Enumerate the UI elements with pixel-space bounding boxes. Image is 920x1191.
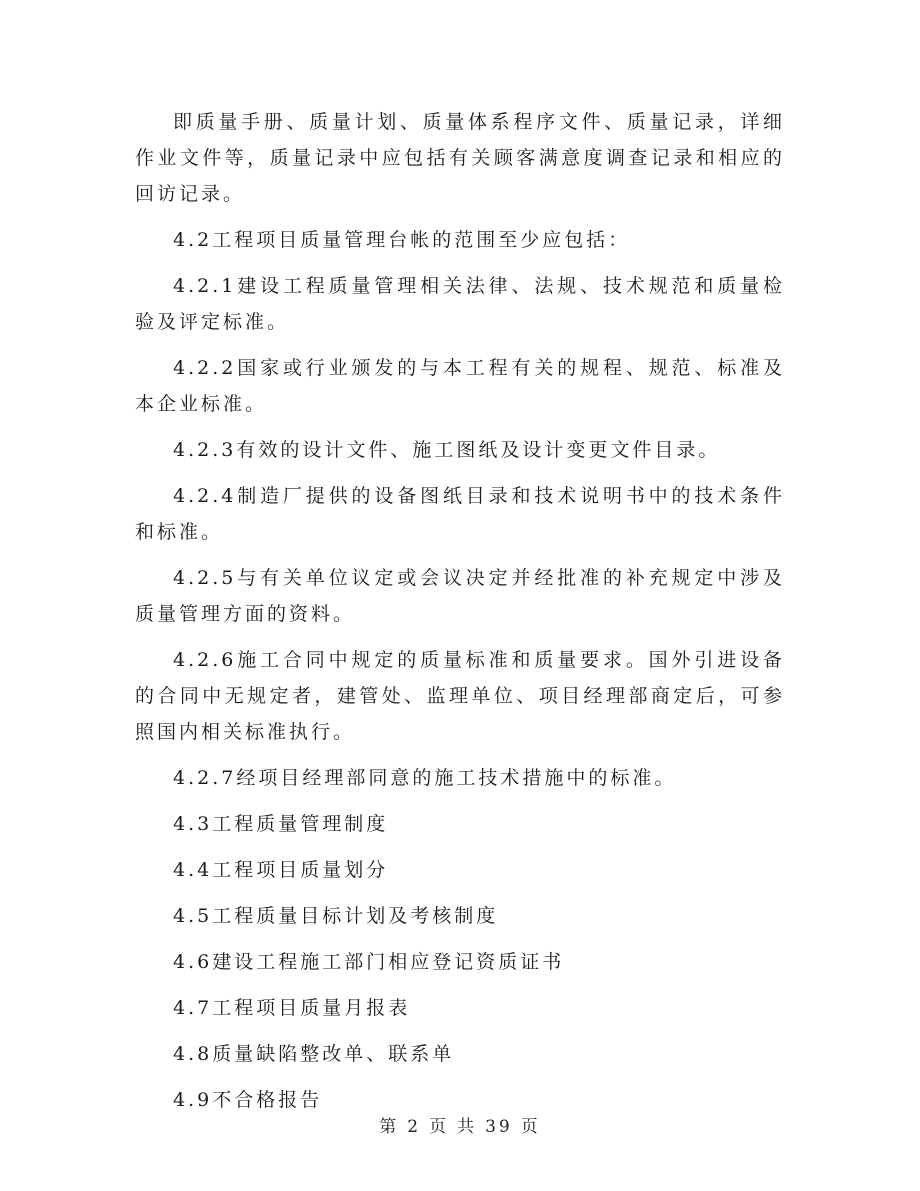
list-item-4-2-3: 4.2.3有效的设计文件、施工图纸及设计变更文件目录。 — [173, 439, 721, 461]
list-item-4-2-2: 4.2.2国家或行业颁发的与本工程有关的规程、规范、标准及本企业标准。 — [135, 357, 785, 415]
list-item-4-2-1: 4.2.1建设工程质量管理相关法律、法规、技术规范和质量检验及评定标准。 — [135, 275, 785, 333]
total-page-count: 39 — [485, 1117, 513, 1137]
footer-label-unit-2: 页 — [520, 1117, 541, 1137]
section-heading-4-6: 4.6建设工程施工部门相应登记资质证书 — [173, 951, 565, 973]
footer-label-page: 第 — [379, 1117, 400, 1137]
section-heading-4-2: 4.2工程项目质量管理台帐的范围至少应包括： — [173, 229, 631, 251]
paragraph: 即质量手册、质量计划、质量体系程序文件、质量记录，详细作业文件等，质量记录中应包括有关顾客满意度调查记录和相应的回访记录。 — [135, 111, 785, 205]
section-heading-4-8: 4.8质量缺陷整改单、联系单 — [173, 1043, 455, 1065]
section-heading-4-9: 4.9不合格报告 — [173, 1089, 323, 1111]
section-heading-4-3: 4.3工程质量管理制度 — [173, 813, 389, 835]
document-body — [135, 104, 785, 1128]
footer-label-total: 共 — [457, 1117, 478, 1137]
list-item-4-2-4: 4.2.4制造厂提供的设备图纸目录和技术说明书中的技术条件和标准。 — [135, 485, 785, 543]
list-item-4-2-6: 4.2.6施工合同中规定的质量标准和质量要求。国外引进设备的合同中无规定者，建管处、监理单位、项目经理部商定后，可参照国内相关标准执行。 — [135, 649, 785, 743]
list-item-4-2-5: 4.2.5与有关单位议定或会议决定并经批准的补充规定中涉及质量管理方面的资料。 — [135, 567, 785, 625]
section-heading-4-7: 4.7工程项目质量月报表 — [173, 997, 411, 1019]
list-item-4-2-7: 4.2.7经项目经理部同意的施工技术措施中的标准。 — [173, 767, 677, 789]
section-heading-4-4: 4.4工程项目质量划分 — [173, 859, 389, 881]
current-page-number: 2 — [407, 1117, 422, 1137]
footer-label-unit: 页 — [429, 1117, 450, 1137]
section-heading-4-5: 4.5工程质量目标计划及考核制度 — [173, 905, 499, 927]
page-footer — [0, 1112, 920, 1137]
